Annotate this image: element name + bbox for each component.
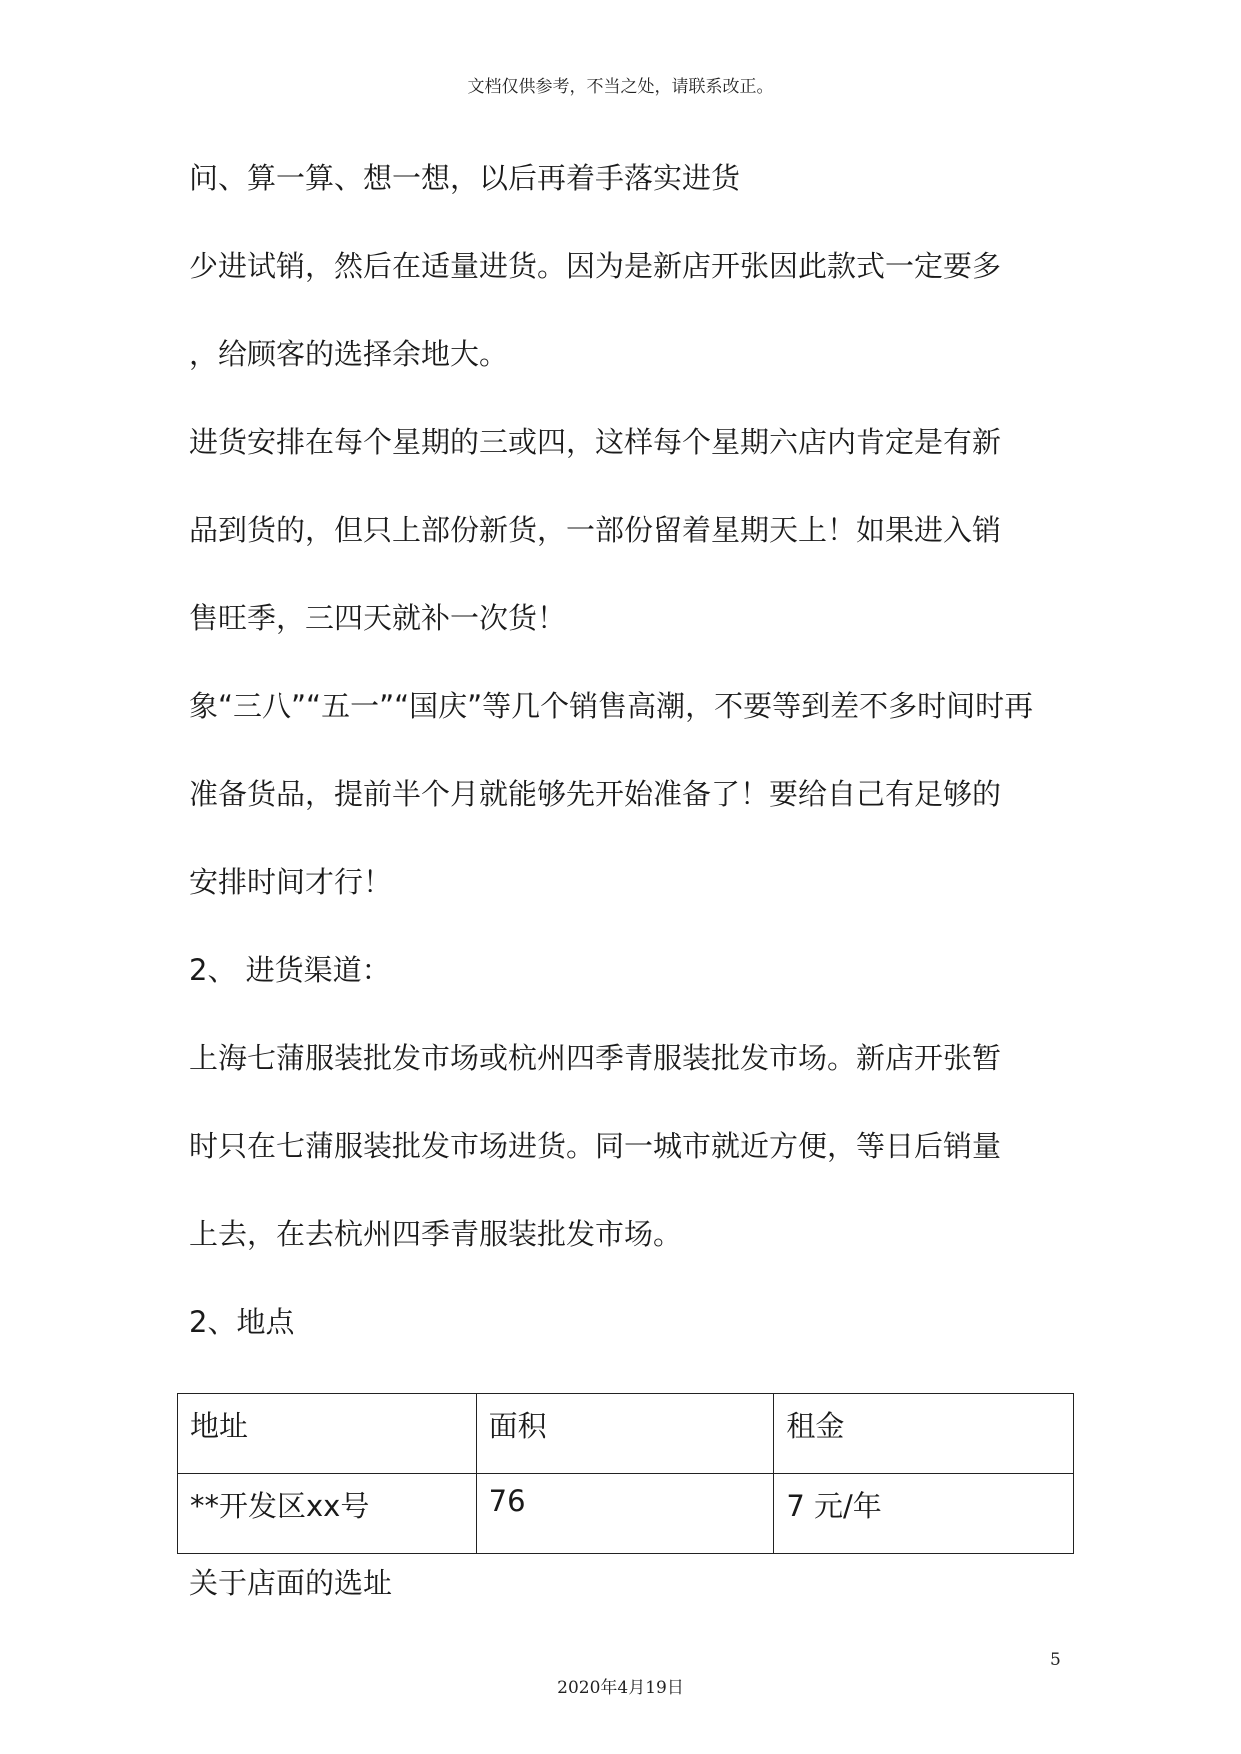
paragraph-line: 上海七蒲服装批发市场或杭州四季青服装批发市场。新店开张暂 [189, 1041, 1002, 1075]
paragraph-line: 关于店面的选址 [189, 1566, 393, 1600]
paragraph-line: 售旺季，三四天就补一次货！ [189, 601, 567, 635]
paragraph-line: 问、算一算、想一想，以后再着手落实进货 [189, 161, 741, 195]
table-header-cell: 地址 [178, 1394, 477, 1474]
location-table [177, 1393, 1074, 1554]
paragraph-line: 象“三八”“五一”“国庆”等几个销售高潮，不要等到差不多时间时再 [189, 689, 1034, 723]
section-heading: 2、地点 [189, 1305, 295, 1339]
paragraph-line: 准备货品，提前半个月就能够先开始准备了！要给自己有足够的 [189, 777, 1002, 811]
paragraph-line: ，给顾客的选择余地大。 [189, 337, 509, 371]
table-row [178, 1474, 1074, 1554]
paragraph-line: 时只在七蒲服装批发市场进货。同一城市就近方便，等日后销量 [189, 1129, 1002, 1163]
table-cell: **开发区xx号 [178, 1474, 477, 1554]
paragraph-line: 品到货的，但只上部份新货，一部份留着星期天上！如果进入销 [189, 513, 1002, 547]
table-header-cell: 租金 [774, 1394, 1074, 1474]
section-heading: 2、 进货渠道： [189, 953, 391, 987]
paragraph-line: 进货安排在每个星期的三或四，这样每个星期六店内肯定是有新 [189, 425, 1002, 459]
page-number: 5 [1050, 1650, 1061, 1670]
table-cell: 76 [476, 1474, 774, 1554]
paragraph-line: 少进试销，然后在适量进货。因为是新店开张因此款式一定要多 [189, 249, 1002, 283]
paragraph-line: 上去，在去杭州四季青服装批发市场。 [189, 1217, 683, 1251]
table-cell: 7 元/年 [774, 1474, 1074, 1554]
page-header: 文档仅供参考，不当之处，请联系改正。 [467, 77, 774, 97]
paragraph-line: 安排时间才行！ [189, 865, 393, 899]
table-header-row [178, 1394, 1074, 1474]
footer-date: 2020年4月19日 [557, 1678, 684, 1698]
table-header-cell: 面积 [476, 1394, 774, 1474]
